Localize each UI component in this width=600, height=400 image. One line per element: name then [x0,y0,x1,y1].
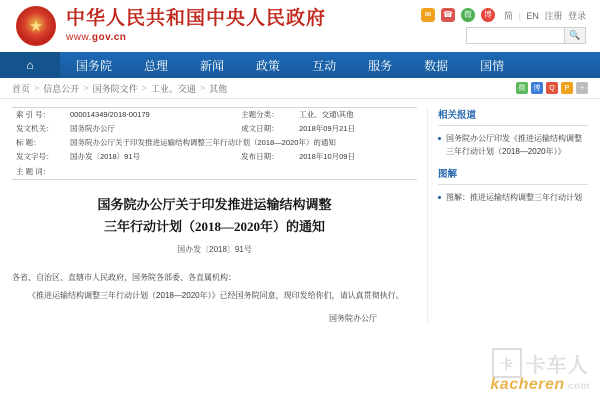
meta-value-written-date: 2018年09月21日 [299,124,355,134]
weibo-icon[interactable]: 博 [481,8,495,22]
site-name-en-main: gov.cn [91,32,127,44]
breadcrumb-sep: > [141,83,147,93]
site-name-en [66,32,326,43]
meta-label-docnumber: 发文字号： [16,152,54,162]
meta-value-docnumber: 国办发〔2018〕91号 [70,152,141,162]
meta-label-keywords: 主 题 词： [16,166,51,176]
meta-label-publish-date: 发布日期： [241,152,279,162]
site-header [0,0,600,52]
list-item[interactable] [438,132,588,158]
nav-item-3[interactable]: 政策 [256,58,281,73]
nav-item-2[interactable]: 新闻 [200,58,225,73]
meta-label-agency: 发文机关： [16,124,54,134]
meta-value-title: 国务院办公厅关于印发推进运输结构调整三年行动计划（2018—2020年）的通知 [70,138,336,148]
meta-value-category: 工业、交通\其他 [299,110,354,119]
content-area [0,99,600,324]
watermark-badge: 卡 [492,348,522,378]
breadcrumb-sep: > [34,83,40,93]
breadcrumb-item-1[interactable]: 信息公开 [43,83,80,94]
site-name-cn: 中华人民共和国中央人民政府 [66,7,327,29]
register-link[interactable]: 注册 [544,10,563,21]
meta-value-keywords [66,165,417,180]
sidebar [427,107,588,324]
watermark [490,348,590,394]
nav-item-1[interactable]: 总理 [144,58,169,73]
wechat-share-icon[interactable]: 微 [516,82,528,94]
main-nav [0,52,600,78]
nav-item-7[interactable]: 国情 [480,58,505,73]
header-links [501,9,586,22]
document-paragraph-0: 各省、自治区、直辖市人民政府，国务院各部委、各直属机构： [12,272,236,282]
breadcrumb-sep: > [83,83,89,93]
meta-label-index: 索 引 号： [16,110,51,119]
share-toolbar [516,82,588,94]
site-name-en-prefix: www. [66,32,92,44]
breadcrumb-item-4[interactable]: 其他 [209,83,228,94]
sidebar-related-link-0[interactable]: 国务院办公厅印发《推进运输结构调整三年行动计划（2018—2020年）》 [446,134,582,157]
meta-label-title: 标 题： [16,138,41,148]
meta-label-category: 主题分类： [241,110,279,119]
document-paragraph-1: 《推进运输结构调整三年行动计划（2018—2020年）》已经国务院同意，现印发给你们，请认真贯彻执行。 [28,290,404,300]
breadcrumb-item-2[interactable]: 国务院文件 [92,83,138,94]
mail-icon[interactable]: ✉ [421,8,435,22]
breadcrumb-item-0[interactable]: 首页 [12,83,31,94]
table-row [12,136,417,150]
divider: | [518,10,521,21]
page-title-line2: 三年行动计划（2018—2020年）的通知 [103,218,325,234]
site-brand[interactable] [66,9,326,44]
watermark-logo [492,348,589,378]
phone-icon[interactable]: ☎ [441,8,455,22]
table-row [12,108,417,123]
nav-item-5[interactable]: 服务 [368,58,393,73]
breadcrumb [0,78,600,99]
search-icon[interactable]: 🔍 [564,28,585,43]
document-signature: 国务院办公厅 [329,313,377,323]
table-row [12,150,417,164]
nav-item-0[interactable]: 国务院 [76,58,113,73]
watermark-brand: kacheren [490,376,565,393]
breadcrumb-item-3[interactable]: 工业、交通 [150,83,196,94]
search-bar[interactable] [466,27,586,44]
meta-value-agency: 国务院办公厅 [70,124,115,134]
qq-share-icon[interactable]: Q [546,82,558,94]
list-item[interactable] [438,191,588,204]
sidebar-explain-title: 图解 [438,166,588,185]
header-right [421,8,586,44]
print-icon[interactable]: P [561,82,573,94]
table-row [12,122,417,136]
nav-item-6[interactable]: 数据 [424,58,449,73]
breadcrumb-sep: > [199,83,206,93]
weibo-share-icon[interactable]: 博 [531,82,543,94]
watermark-text-en [490,376,590,394]
meta-value-publish-date: 2018年10月09日 [299,152,355,162]
emblem-star: ★ [29,17,43,35]
metadata-table [12,107,417,180]
document-column [12,107,427,324]
watermark-text-cn: 卡车人 [525,354,589,377]
lang-en-link[interactable]: EN [526,10,539,21]
table-row [12,165,417,180]
page-title-line1: 国务院办公厅关于印发推进运输结构调整 [97,196,332,212]
document-number: 国办发〔2018〕91号 [177,244,252,254]
search-input[interactable] [467,28,564,43]
meta-value-index: 000014349/2018-00179 [70,110,150,119]
watermark-domain: .com [564,381,590,392]
meta-label-written-date: 成文日期： [241,124,279,134]
wechat-icon[interactable]: 微 [461,8,475,22]
header-utility-row [421,8,586,22]
home-icon[interactable]: ⌂ [0,52,60,78]
page-title [12,194,417,238]
sidebar-explain-link-0[interactable]: 图解：推进运输结构调整三年行动计划 [446,193,582,203]
lang-cn-link[interactable]: 简 [504,10,514,21]
national-emblem-icon [16,6,56,46]
more-icon[interactable]: + [576,82,588,94]
nav-item-4[interactable]: 互动 [312,58,337,73]
sidebar-related-title: 相关报道 [438,107,588,126]
login-link[interactable]: 登录 [567,10,586,21]
